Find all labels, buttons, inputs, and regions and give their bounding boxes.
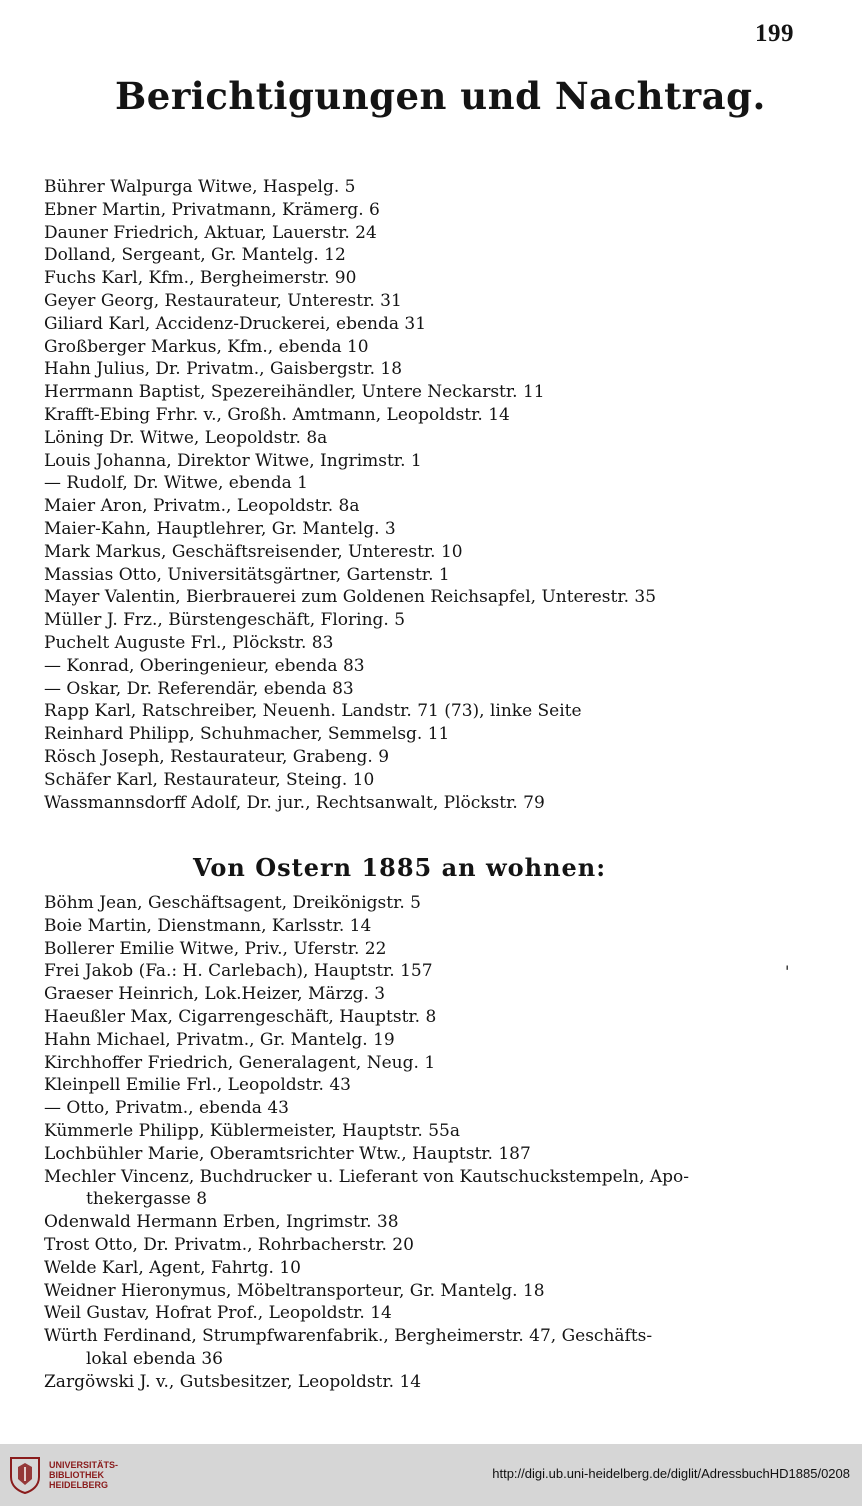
directory-entry: Maier Aron, Privatm., Leopoldstr. 8a [44,496,360,517]
entry-continuation: lokal ebenda 36 [86,1348,223,1369]
entry-text: Lochbühler Marie, Oberamtsrichter Wtw., Hauptstr. 187 [44,1143,531,1164]
directory-entry: Hahn Julius, Dr. Privatm., Gaisbergstr. 18 [44,359,403,380]
section-heading: Von Ostern 1885 an wohnen: [193,853,607,882]
directory-entry [44,1371,844,1394]
directory-entry [44,938,844,961]
entry-continuation: thekergasse 8 [86,1189,208,1210]
directory-entry: Mark Markus, Geschäftsreisender, Unterestr. 10 [44,541,463,562]
library-name-line: UNIVERSITÄTS- [49,1460,119,1470]
directory-entry [44,1234,844,1257]
directory-entry: Louis Johanna, Direktor Witwe, Ingrimstr. 1 [44,450,422,471]
directory-entry [44,1280,844,1303]
directory-entry: Fuchs Karl, Kfm., Bergheimerstr. 90 [44,268,357,289]
directory-entry [44,892,844,915]
directory-entry [44,1211,844,1234]
directory-entry [44,1006,844,1029]
directory-entry: Puchelt Auguste Frl., Plöckstr. 83 [44,632,334,653]
directory-entry: Dauner Friedrich, Aktuar, Lauerstr. 24 [44,222,377,243]
university-seal-icon [8,1455,42,1495]
page-number: 199 [755,20,794,47]
entry-text: Kümmerle Philipp, Küblermeister, Hauptstr. 55a [44,1120,460,1141]
directory-entry [44,1052,844,1075]
directory-entry [44,1166,844,1212]
entry-text: Böhm Jean, Geschäftsagent, Dreikönigstr. 5 [44,893,421,913]
entry-text: Kirchhoffer Friedrich, Generalagent, Neug. 1 [44,1052,436,1073]
directory-entry: Massias Otto, Universitätsgärtner, Gartenstr. 1 [44,564,450,585]
entry-text: Bollerer Emilie Witwe, Priv., Uferstr. 22 [44,938,387,959]
directory-entry: Bührer Walpurga Witwe, Haspelg. 5 [44,177,356,197]
directory-entry [44,1074,844,1097]
entry-text: Zargöwski J. v., Gutsbesitzer, Leopoldstr. 14 [44,1371,422,1392]
directory-entry: Rösch Joseph, Restaurateur, Grabeng. 9 [44,746,390,767]
library-name-line: BIBLIOTHEK [49,1470,104,1480]
directory-entry: Ebner Martin, Privatmann, Krämerg. 6 [44,199,380,220]
entry-text: Trost Otto, Dr. Privatm., Rohrbacherstr. 20 [44,1234,414,1255]
directory-entry: Dolland, Sergeant, Gr. Mantelg. 12 [44,245,346,266]
directory-entry: — Konrad, Oberingenieur, ebenda 83 [44,655,365,676]
corrections-list [44,176,844,814]
directory-entry: Giliard Karl, Accidenz-Druckerei, ebenda 31 [44,313,427,334]
directory-entry: Rapp Karl, Ratschreiber, Neuenh. Landstr. 71 (73), linke Seite [44,701,582,722]
entry-text: Frei Jakob (Fa.: H. Carlebach), Hauptstr. 157 [44,961,433,982]
entry-text: Odenwald Hermann Erben, Ingrimstr. 38 [44,1212,399,1233]
entry-text: Boie Martin, Dienstmann, Karlsstr. 14 [44,915,372,936]
directory-entry [44,983,844,1006]
directory-entry: Großberger Markus, Kfm., ebenda 10 [44,336,369,357]
directory-entry [44,1097,844,1120]
library-name-line: HEIDELBERG [49,1480,109,1490]
directory-entry [44,1029,844,1052]
entry-text: Weil Gustav, Hofrat Prof., Leopoldstr. 14 [44,1303,392,1324]
directory-entry: Müller J. Frz., Bürstengeschäft, Floring. 5 [44,610,406,631]
moves-list [44,892,844,1394]
entry-text: Welde Karl, Agent, Fahrtg. 10 [44,1257,301,1278]
directory-entry: Schäfer Karl, Restaurateur, Steing. 10 [44,769,375,790]
footer-bar [0,1444,862,1506]
directory-entry: Wassmannsdorff Adolf, Dr. jur., Rechtsanwalt, Plöckstr. 79 [44,792,545,813]
page-title: Berichtigungen und Nachtrag. [115,74,766,118]
directory-entry [44,1257,844,1280]
source-url-link[interactable]: http://digi.ub.uni-heidelberg.de/diglit/AdressbuchHD1885/0208 [492,1466,850,1481]
directory-entry: Geyer Georg, Restaurateur, Unterestr. 31 [44,290,402,311]
directory-entry: — Oskar, Dr. Referendär, ebenda 83 [44,678,354,699]
entry-text: Graeser Heinrich, Lok.Heizer, Märzg. 3 [44,984,386,1005]
directory-entry [44,1302,844,1325]
directory-entry: Maier-Kahn, Hauptlehrer, Gr. Mantelg. 3 [44,518,396,539]
entry-text: Hahn Michael, Privatm., Gr. Mantelg. 19 [44,1029,395,1050]
directory-entry: — Rudolf, Dr. Witwe, ebenda 1 [44,473,308,494]
directory-entry: Mayer Valentin, Bierbrauerei zum Goldenen Reichsapfel, Unterestr. 35 [44,587,657,608]
entry-text: — Otto, Privatm., ebenda 43 [44,1098,289,1119]
entry-text: Haeußler Max, Cigarrengeschäft, Hauptstr. 8 [44,1006,437,1027]
library-logo[interactable] [8,1455,118,1495]
directory-entry [44,960,844,983]
stray-mark: ' [785,962,790,981]
directory-entry: Herrmann Baptist, Spezereihändler, Untere Neckarstr. 11 [44,382,545,403]
library-name [49,1460,118,1490]
directory-entry [44,1325,844,1371]
directory-entry [44,1143,844,1166]
directory-entry: Reinhard Philipp, Schuhmacher, Semmelsg. 11 [44,724,450,745]
directory-entry [44,915,844,938]
directory-entry: Löning Dr. Witwe, Leopoldstr. 8a [44,427,328,448]
entry-text: Würth Ferdinand, Strumpfwarenfabrik., Bergheimerstr. 47, Geschäfts- [44,1326,653,1347]
directory-entry [44,1120,844,1143]
entry-text: Kleinpell Emilie Frl., Leopoldstr. 43 [44,1075,351,1096]
entry-text: Mechler Vincenz, Buchdrucker u. Lieferant von Kautschuckstempeln, Apo- [44,1166,690,1187]
entry-text: Weidner Hieronymus, Möbeltransporteur, Gr. Mantelg. 18 [44,1280,545,1301]
directory-entry: Krafft-Ebing Frhr. v., Großh. Amtmann, Leopoldstr. 14 [44,404,510,425]
